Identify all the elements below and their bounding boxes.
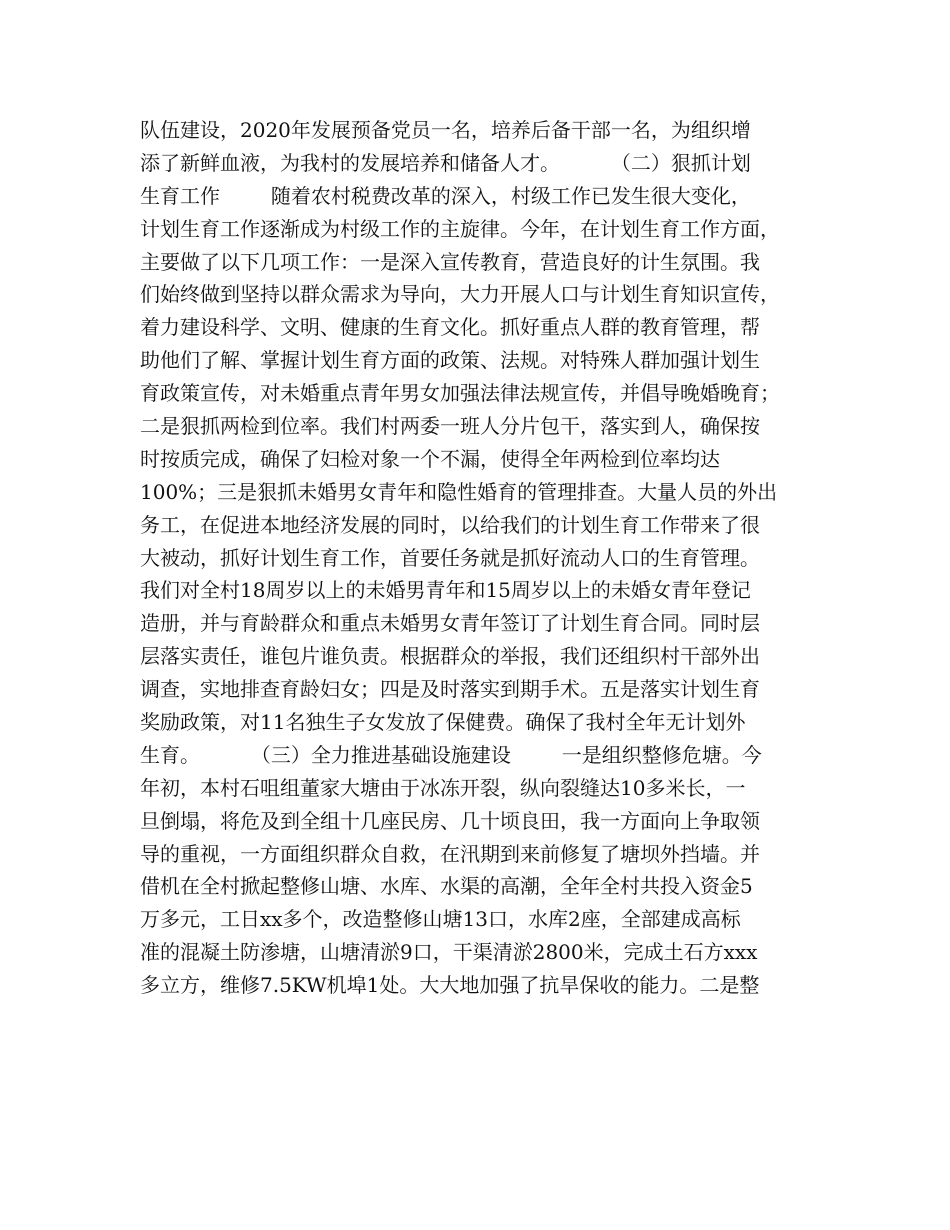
text-line: 旦倒塌，将危及到全组十几座民房、几十顷良田，我一方面向上争取领 [140,808,760,833]
text-line: 100%；三是狠抓未婚男女青年和隐性婚育的管理排查。大量人员的外出 [140,479,778,504]
text-line: 我们对全村18周岁以上的未婚男青年和15周岁以上的未婚女青年登记 [140,578,751,603]
text-line: 准的混凝土防渗塘，山塘清淤9口，干渠清淤2800米，完成土石方xxx [140,940,758,965]
text-line: 助他们了解、掌握计划生育方面的政策、法规。对特殊人群加强计划生 [140,348,760,373]
text-line: 年初，本村石咀组董家大塘由于冰冻开裂，纵向裂缝达10多米长，一 [140,775,746,800]
text-line: 着力建设科学、文明、健康的生育文化。抓好重点人群的教育管理，帮 [140,315,760,340]
text-line: 二是狠抓两检到位率。我们村两委一班人分片包干，落实到人，确保按 [140,414,760,439]
text-line: 多立方，维修7.5KW机埠1处。大大地加强了抗旱保收的能力。二是整 [140,973,760,998]
text-line: 主要做了以下几项工作：一是深入宣传教育，营造良好的计生氛围。我 [140,249,760,274]
text-line: 生育工作 随着农村税费改革的深入，村级工作已发生很大变化， [140,183,751,208]
text-line: 调查，实地排查育龄妇女；四是及时落实到期手术。五是落实计划生育 [140,677,760,702]
text-line: 借机在全村掀起整修山塘、水库、水渠的高潮，全年全村共投入资金5 [140,874,753,899]
text-line: 生育。 （三）全力推进基础设施建设 一是组织整修危塘。今 [140,742,762,767]
text-line: 万多元，工日xx多个，改造整修山塘13口，水库2座，全部建成高标 [140,907,741,932]
text-line: 时按质完成，确保了妇检对象一个不漏，使得全年两检到位率均达 [140,446,720,471]
text-line: 们始终做到坚持以群众需求为导向，大力开展人口与计划生育知识宣传， [140,282,780,307]
text-line: 造册，并与育龄群众和重点未婚男女青年签订了计划生育合同。同时层 [140,611,760,636]
text-line: 计划生育工作逐渐成为村级工作的主旋律。今年，在计划生育工作方面， [140,216,780,241]
text-line: 层落实责任，谁包片谁负责。根据群众的举报，我们还组织村干部外出 [140,644,760,669]
body-text [140,114,830,1002]
text-line: 务工，在促进本地经济发展的同时，以给我们的计划生育工作带来了很 [140,512,760,537]
text-line: 添了新鲜血液，为我村的发展培养和储备人才。 （二）狠抓计划 [140,150,751,175]
text-line: 队伍建设，2020年发展预备党员一名，培养后备干部一名，为组织增 [140,118,751,142]
text-line: 育政策宣传，对未婚重点青年男女加强法律法规宣传，并倡导晚婚晚育； [140,381,780,406]
text-line: 大被动，抓好计划生育工作，首要任务就是抓好流动人口的生育管理。 [140,545,760,570]
text-line: 导的重视，一方面组织群众自救，在汛期到来前修复了塘坝外挡墙。并 [140,841,760,866]
text-line: 奖励政策，对11名独生子女发放了保健费。确保了我村全年无计划外 [140,710,746,735]
